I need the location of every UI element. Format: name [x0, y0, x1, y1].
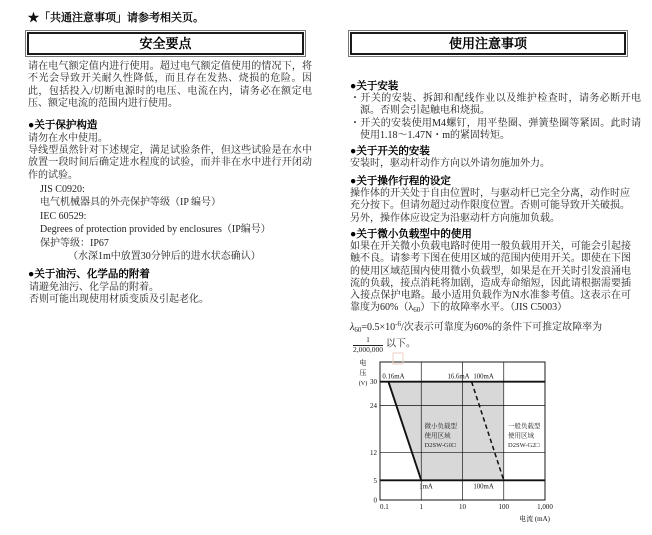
- formula-post: /次表示可靠度为60%的条件下可推定故障率为: [400, 322, 603, 333]
- standard-ref-line: Degrees of protection provided by enclosures（IP编号）: [40, 224, 271, 236]
- lambda-symbol: λ: [350, 322, 355, 333]
- standard-ref-line: JIS C0920:: [40, 184, 85, 195]
- y-axis-title: 电: [359, 359, 367, 367]
- general-load-region-label: 一般负载型: [508, 423, 541, 431]
- x-tick-label: 0.1: [380, 503, 389, 511]
- micro-load-region-label: 微小负载型: [424, 423, 458, 431]
- micro-load-text-end: ）下的故障率水平。（JIS C5003）: [420, 302, 568, 314]
- y-axis-title: (V): [358, 380, 368, 387]
- left-column: [27, 32, 311, 55]
- micro-load-region-label: D2SW-G0□: [424, 442, 456, 450]
- x-tick-label: 10: [459, 503, 466, 511]
- y-axis-title: 压: [359, 369, 367, 377]
- standard-ref-line: IEC 60529:: [40, 210, 87, 222]
- formula-exponent: -6: [395, 320, 401, 328]
- standard-ref-line: 电气机械器具的外壳保护等级（IP 编号）: [40, 197, 222, 209]
- point-annotation: 1mA: [419, 483, 433, 491]
- fraction-numerator: 1: [353, 336, 383, 346]
- usage-region-chart: [350, 350, 580, 535]
- x-tick-label: 1,000: [537, 503, 553, 511]
- switch-mount-body: 安装时，驱动杆动作方向以外请勿施加外力。: [350, 158, 550, 169]
- formula-mid: =0.5×10: [361, 322, 396, 333]
- stroke-setting-body: 操作体的开关处于自由位置时，与驱动杆已完全分离，动作时应充分按下。但请勿超过动作限度位置。否则可能导致开关破损。另外，操作体应设定为沿驱动杆方向施加负载。: [350, 188, 630, 224]
- formula-tail: 以下。: [386, 338, 416, 350]
- micro-load-text: 如果在开关微小负载电路时使用一般负载用开关，可能会引起接触不良。请参考下图在使用区域的范围内使用开关。即使在下图的使用区域范围内使用微小负载型，如果是在开关时引发浪涌电流的负载，接点消耗将加剧，造成寿命缩短，因此请根据需要插入接点保护电路。最小适用负载作为N水准参考值。这表示在可靠度为60%（λ: [350, 241, 631, 314]
- lambda-subscript: 60: [413, 306, 421, 315]
- protection-standards-list: [40, 183, 312, 263]
- y-tick-label: 24: [370, 401, 377, 410]
- micro-load-heading: ●关于微小负载型中的使用: [350, 229, 472, 240]
- point-annotation: 100mA: [473, 373, 494, 381]
- x-tick-label: 1: [419, 503, 423, 511]
- fraction-denominator: 2,000,000: [353, 344, 383, 354]
- y-tick-label: 0: [373, 496, 377, 505]
- usage-header-box: 使用注意事项: [350, 32, 626, 55]
- protection-line2: 导线型虽然针对下述规定，满足试验条件，但这些试验是在水中放置一段时间后确定进水程度的试验，而并非在水中进行开闭动作的试验。: [28, 145, 312, 181]
- lambda-sub: 60: [354, 326, 362, 334]
- standard-ref-line: 保护等级：IP67: [40, 237, 109, 249]
- micro-load-paragraph: [350, 241, 631, 317]
- install-bullet-2: ・开关的安装使用M4螺钉，用平垫圈、弹簧垫圈等紧固。此时请使用1.18～1.47N・m的紧固转矩。: [350, 118, 641, 142]
- protection-line1: 请勿在水中使用。: [28, 133, 108, 144]
- point-annotation: 0.16mA: [382, 373, 405, 381]
- point-annotation: 16.6mA: [447, 373, 470, 381]
- x-axis-title: 电流 (mA): [519, 515, 550, 523]
- right-column: [350, 32, 631, 55]
- switch-mount-heading: ●关于开关的安装: [350, 146, 430, 157]
- stroke-setting-heading: ●关于操作行程的设定: [350, 176, 451, 187]
- micro-load-region-label: 使用区域: [424, 432, 451, 440]
- top-note: ★「共通注意事项」请参考相关页。: [28, 12, 204, 24]
- failure-rate-formula: [350, 318, 631, 354]
- point-annotation: 100mA: [473, 483, 494, 491]
- x-tick-label: 100: [498, 503, 509, 511]
- y-tick-label: 5: [373, 476, 377, 485]
- y-tick-label: 12: [370, 449, 377, 458]
- safety-header-box: 安全要点: [27, 32, 304, 55]
- general-load-region-label: D2SW-G2□: [508, 442, 540, 450]
- protection-heading: ●关于保护构造: [28, 120, 98, 131]
- standard-ref-line: （水深1m中放置30分钟后的进水状态确认）: [68, 251, 261, 263]
- oil-line2: 否则可能出现使用材质变质及引起老化。: [29, 294, 209, 305]
- install-bullet-1: ・开关的安装、拆卸和配线作业以及维护检查时，请务必断开电源。否则会引起触电和烧损。: [350, 93, 641, 117]
- y-tick-label: 30: [370, 378, 377, 387]
- install-heading: ●关于安装: [350, 81, 399, 92]
- oil-line1: 请避免油污、化学品的附着。: [29, 282, 159, 293]
- general-load-region-label: 使用区域: [508, 432, 535, 440]
- oil-heading: ●关于油污、化学品的附着: [28, 269, 150, 280]
- safety-intro-paragraph: 请在电气额定值内进行使用。超过电气额定值使用的情况下，将不光会导致开关耐久性降低，而且存在发热、烧损的危险。因此，包括投入/切断电源时的电压、电流在内，请务必在额定电压、额定电流的范围内进行使用。: [28, 61, 312, 109]
